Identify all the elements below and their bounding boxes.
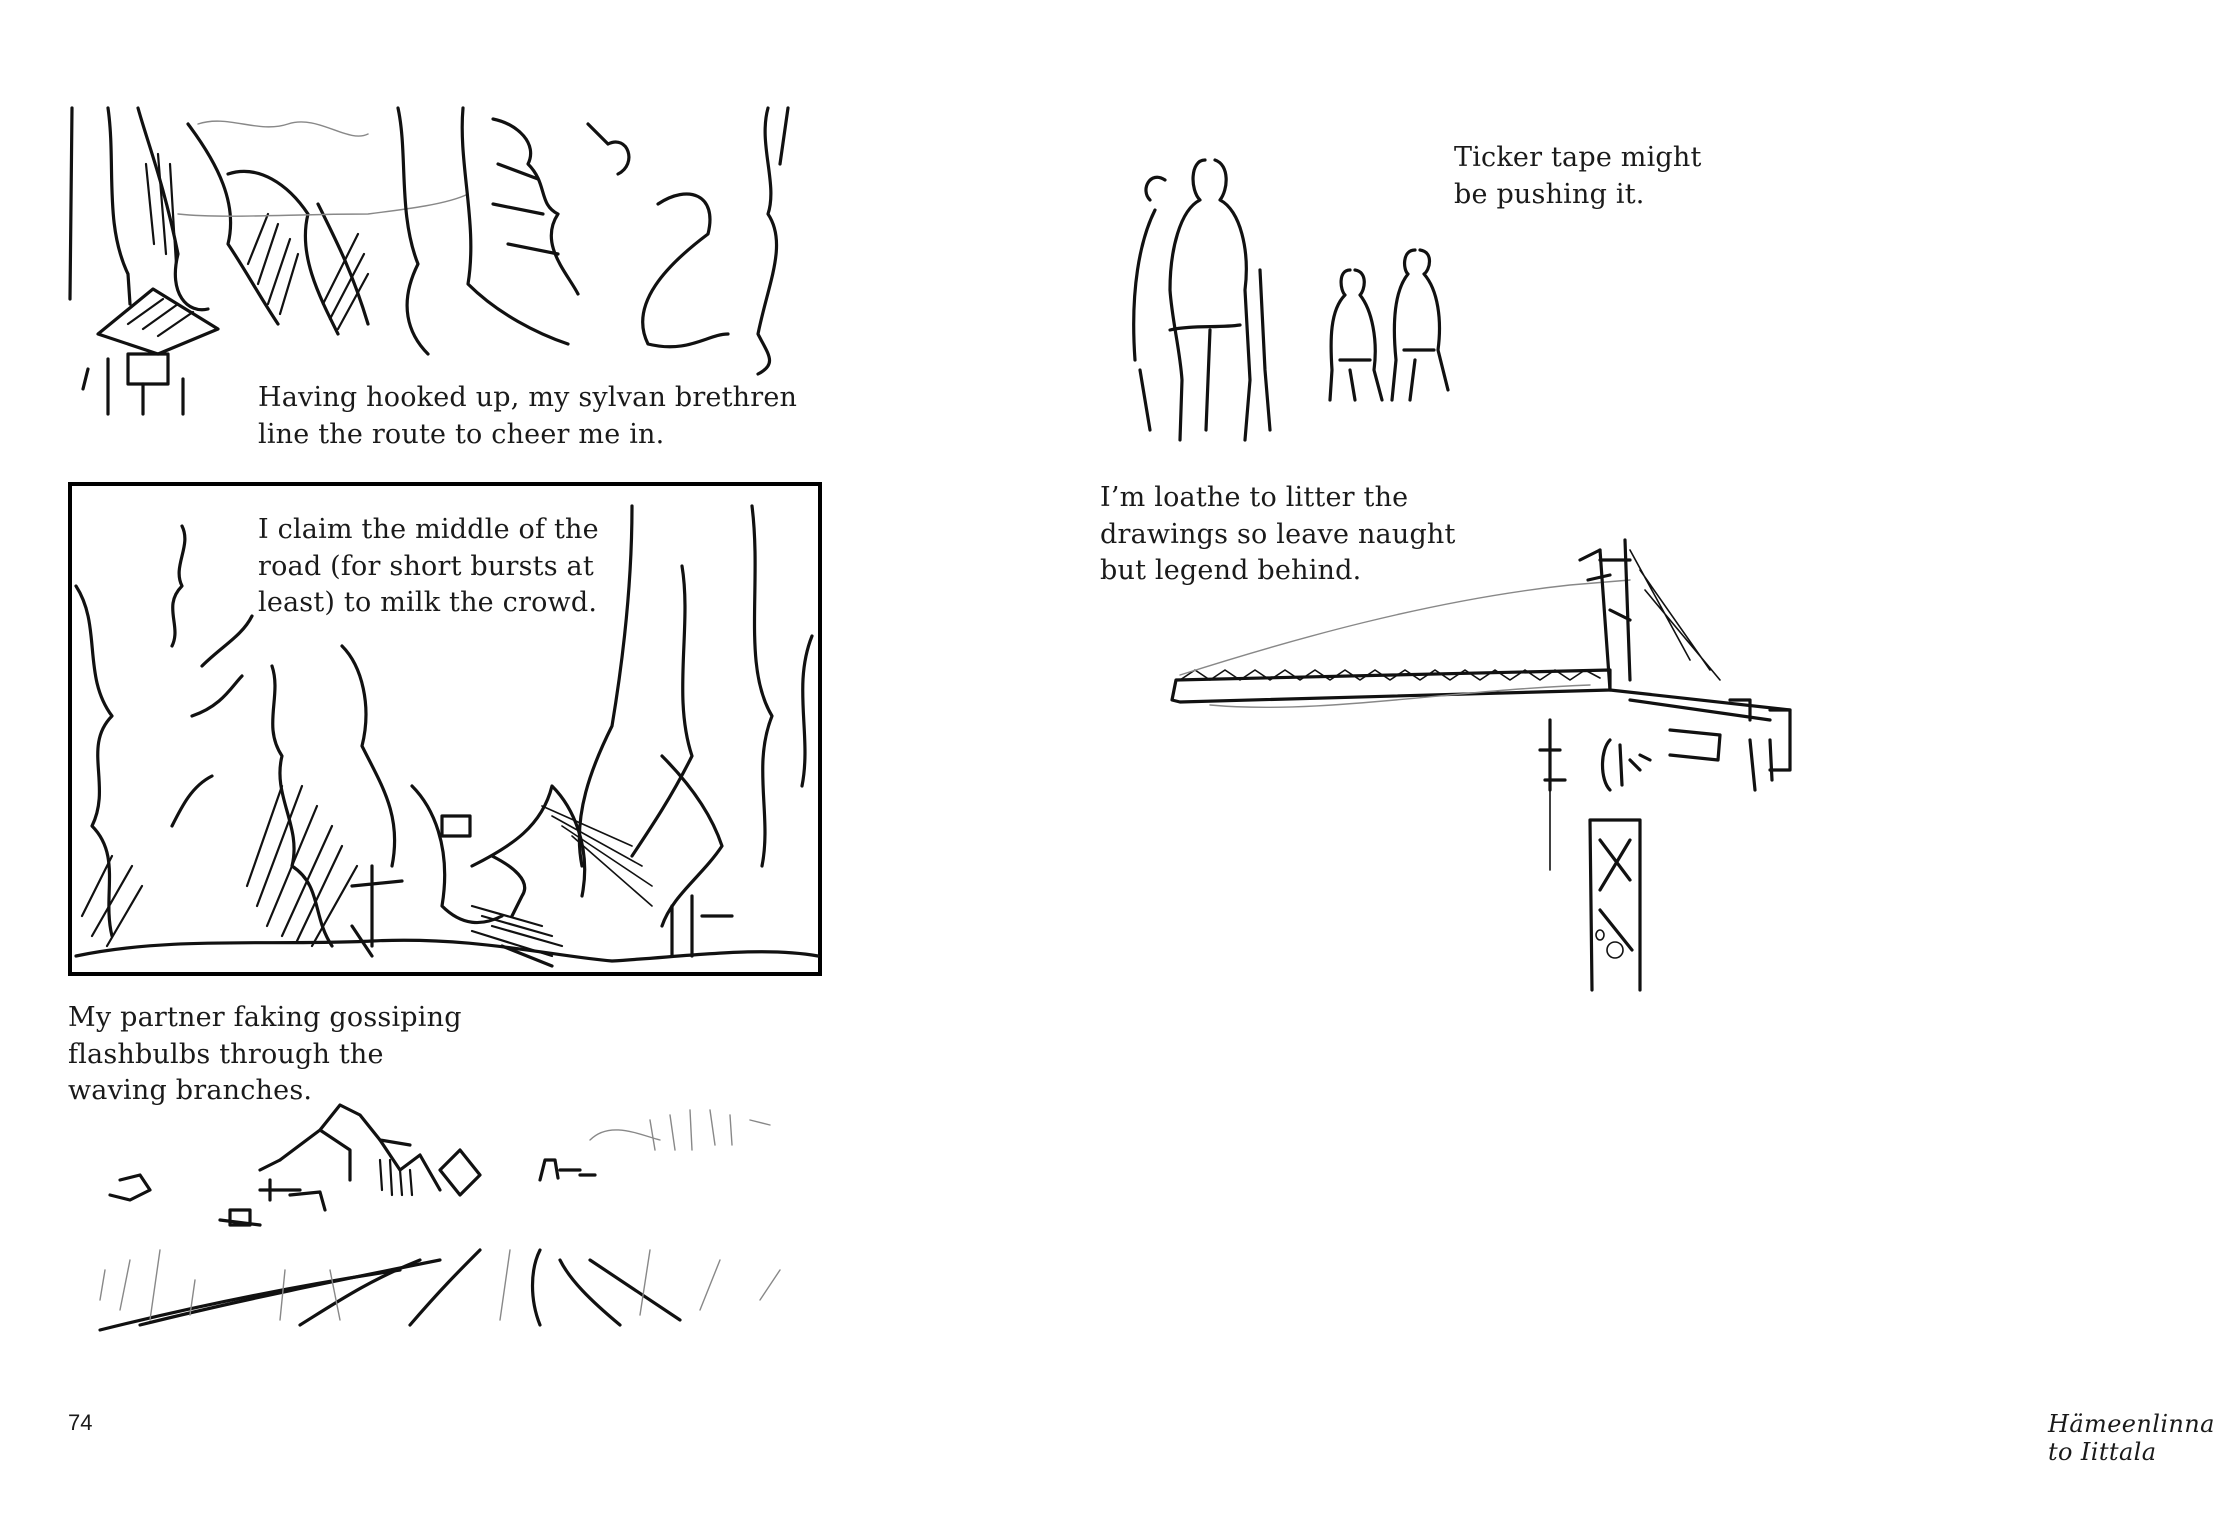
page-number: 74: [68, 1410, 93, 1435]
road-panel-frame: [68, 482, 822, 976]
caption-litter: I’m loathe to litter the drawings so leave naught but legend behind.: [1100, 482, 1456, 586]
sketch-walking-figures-icon: [1110, 150, 1450, 450]
caption-partner: My partner faking gossiping flashbulbs through the waving branches.: [68, 1002, 462, 1106]
caption-sylvan: Having hooked up, my sylvan brethren line the route to cheer me in.: [258, 382, 798, 450]
running-head: Hämeenlinna to Iittala: [2048, 1410, 2215, 1466]
sketch-village-field-icon: [80, 1100, 820, 1340]
caption-ticker: Ticker tape might be pushing it.: [1454, 142, 1702, 210]
sketch-forest-with-hut-icon: [68, 104, 788, 424]
caption-road: I claim the middle of the road (for short bursts at least) to milk the crowd.: [258, 514, 599, 618]
left-page: [0, 0, 950, 1534]
sketch-tower-crane-icon: [1170, 530, 1810, 990]
right-page: [950, 0, 2215, 1534]
